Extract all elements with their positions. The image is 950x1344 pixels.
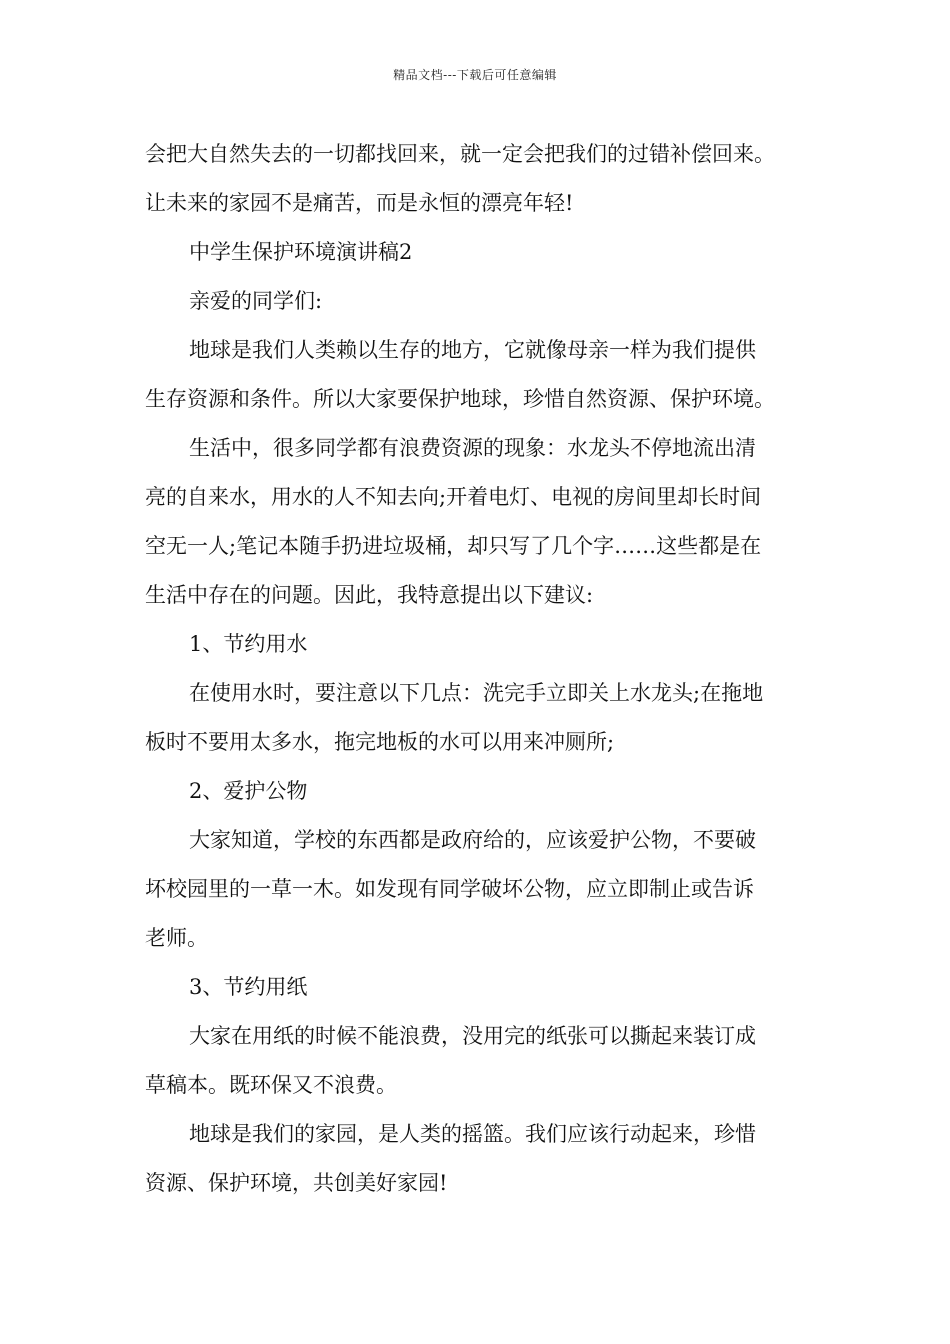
paragraph (145, 277, 810, 326)
paragraph (145, 424, 810, 620)
text-line: 亮的自来水，用水的人不知去向;开着电灯、电视的房间里却长时间 (145, 485, 762, 509)
text-line: 板时不要用太多水，拖完地板的水可以用来冲厕所; (145, 730, 615, 754)
text-line: 2、爱护公物 (189, 779, 308, 803)
paragraph (145, 326, 810, 424)
text-line: 生活中，很多同学都有浪费资源的现象：水龙头不停地流出清 (189, 436, 756, 460)
text-line: 让未来的家园不是痛苦，而是永恒的漂亮年轻! (145, 191, 574, 215)
paragraph (145, 816, 810, 963)
text-line: 大家知道，学校的东西都是政府给的，应该爱护公物，不要破 (189, 828, 756, 852)
paragraph (145, 1110, 810, 1208)
text-line: 坏校园里的一草一木。如发现有同学破坏公物，应立即制止或告诉 (145, 877, 754, 901)
text-line: 生存资源和条件。所以大家要保护地球，珍惜自然资源、保护环境。 (145, 387, 775, 411)
text-line: 中学生保护环境演讲稿2 (189, 240, 413, 264)
paragraph (145, 1012, 810, 1110)
text-line: 老师。 (145, 926, 208, 950)
paragraph (145, 669, 810, 767)
text-line: 草稿本。既环保又不浪费。 (145, 1073, 397, 1097)
text-line: 3、节约用纸 (189, 975, 308, 999)
paragraph (145, 228, 810, 277)
paragraph (145, 620, 810, 669)
paragraph (145, 767, 810, 816)
text-line: 地球是我们的家园，是人类的摇篮。我们应该行动起来，珍惜 (189, 1122, 756, 1146)
paragraph (145, 130, 810, 228)
text-line: 生活中存在的问题。因此，我特意提出以下建议: (145, 583, 594, 607)
text-line: 大家在用纸的时候不能浪费，没用完的纸张可以撕起来装订成 (189, 1024, 756, 1048)
page-header: 精品文档---下载后可任意编辑 (393, 68, 557, 82)
text-line: 资源、保护环境，共创美好家园! (145, 1171, 448, 1195)
text-line: 会把大自然失去的一切都找回来，就一定会把我们的过错补偿回来。 (145, 142, 775, 166)
document-body (145, 130, 810, 1208)
text-line: 空无一人;笔记本随手扔进垃圾桶，却只写了几个字……这些都是在 (145, 534, 762, 558)
text-line: 地球是我们人类赖以生存的地方，它就像母亲一样为我们提供 (189, 338, 756, 362)
text-line: 1、节约用水 (189, 632, 308, 656)
text-line: 亲爱的同学们: (189, 289, 323, 313)
text-line: 在使用水时，要注意以下几点：洗完手立即关上水龙头;在拖地 (189, 681, 764, 705)
paragraph (145, 963, 810, 1012)
